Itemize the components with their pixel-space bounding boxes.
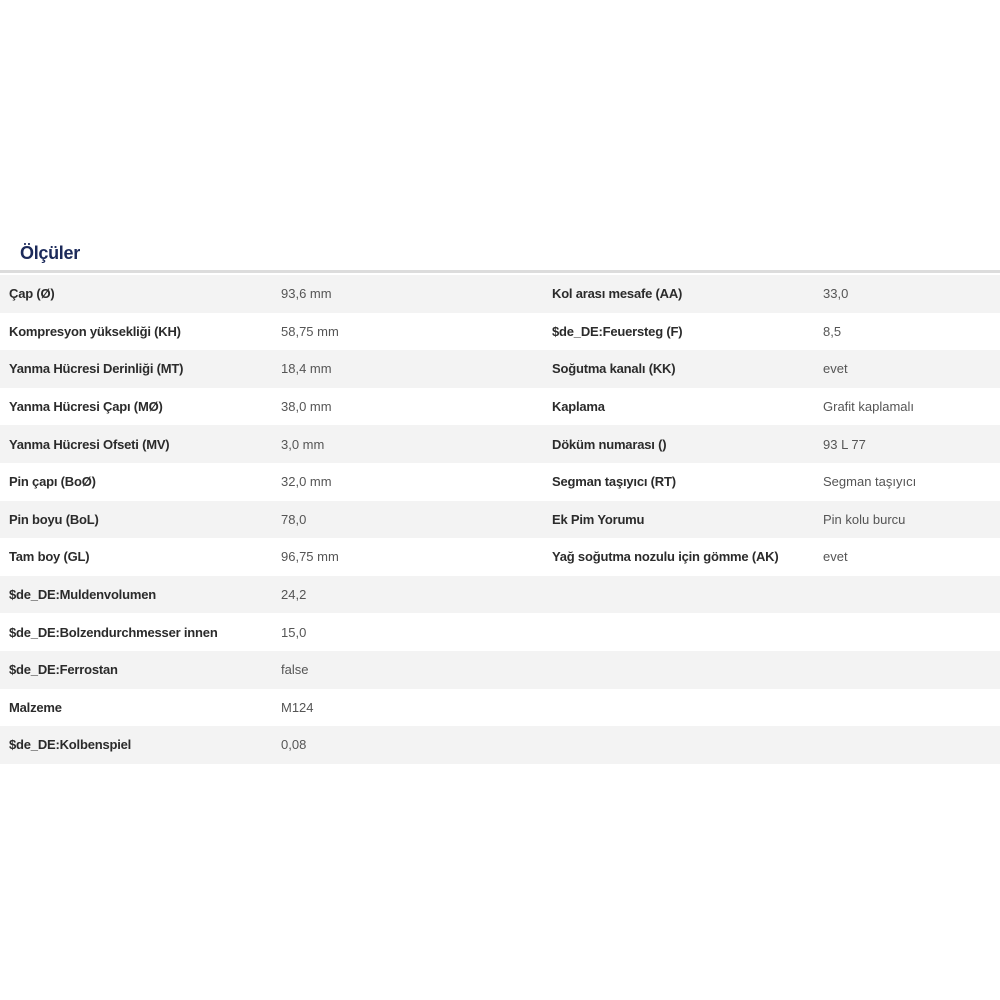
spec-label: $de_DE:Muldenvolumen xyxy=(9,587,156,603)
spec-label: $de_DE:Feuersteg (F) xyxy=(552,323,683,339)
table-row xyxy=(0,501,1000,539)
table-row xyxy=(0,689,1000,727)
spec-label: Pin boyu (BoL) xyxy=(9,511,99,527)
spec-value: Grafit kaplamalı xyxy=(823,399,915,415)
spec-label: Yanma Hücresi Ofseti (MV) xyxy=(9,436,170,452)
spec-value: M124 xyxy=(281,699,314,715)
spec-label: Kompresyon yüksekliği (KH) xyxy=(9,323,181,339)
spec-value: 0,08 xyxy=(281,737,307,753)
spec-value: 24,2 xyxy=(281,587,307,603)
spec-value: 32,0 mm xyxy=(281,474,332,490)
spec-label: Çap (Ø) xyxy=(9,286,55,302)
spec-value: 18,4 mm xyxy=(281,361,332,377)
spec-label: Kaplama xyxy=(552,399,605,415)
table-row xyxy=(0,463,1000,501)
table-row xyxy=(0,425,1000,463)
spec-label: Segman taşıyıcı (RT) xyxy=(552,474,676,490)
table-row xyxy=(0,651,1000,689)
spec-label: $de_DE:Kolbenspiel xyxy=(9,737,132,753)
table-row xyxy=(0,313,1000,351)
spec-value: evet xyxy=(823,549,848,565)
spec-label: Yanma Hücresi Çapı (MØ) xyxy=(9,399,163,415)
spec-value: 38,0 mm xyxy=(281,399,332,415)
section-title: Ölçüler xyxy=(20,243,80,263)
spec-value: evet xyxy=(823,361,848,377)
spec-value: 58,75 mm xyxy=(281,323,339,339)
spec-value: 78,0 xyxy=(281,511,307,527)
spec-label: Kol arası mesafe (AA) xyxy=(552,286,683,302)
spec-label: $de_DE:Bolzendurchmesser innen xyxy=(9,624,218,640)
table-row xyxy=(0,576,1000,614)
spec-label: Tam boy (GL) xyxy=(9,549,90,565)
spec-label: Pin çapı (BoØ) xyxy=(9,474,96,490)
spec-label: Ek Pim Yorumu xyxy=(552,511,645,527)
spec-value: 15,0 xyxy=(281,624,307,640)
spec-label: Yanma Hücresi Derinliği (MT) xyxy=(9,361,184,377)
title-divider xyxy=(0,270,1000,273)
spec-label: Yağ soğutma nozulu için gömme (AK) xyxy=(552,549,779,565)
spec-label: Soğutma kanalı (KK) xyxy=(552,361,676,377)
spec-value: 8,5 xyxy=(823,323,842,339)
spec-value: Pin kolu burcu xyxy=(823,511,906,527)
table-row xyxy=(0,275,1000,313)
spec-table xyxy=(0,275,1000,764)
spec-label: Malzeme xyxy=(9,699,62,715)
table-row xyxy=(0,538,1000,576)
table-row xyxy=(0,613,1000,651)
table-row xyxy=(0,350,1000,388)
spec-value: Segman taşıyıcı xyxy=(823,474,917,490)
spec-value: 93 L 77 xyxy=(823,436,866,452)
spec-value: false xyxy=(281,662,309,678)
spec-label: $de_DE:Ferrostan xyxy=(9,662,118,678)
spec-value: 93,6 mm xyxy=(281,286,332,302)
spec-value: 33,0 xyxy=(823,286,849,302)
spec-value: 96,75 mm xyxy=(281,549,339,565)
spec-label: Döküm numarası () xyxy=(552,436,667,452)
table-row xyxy=(0,726,1000,764)
dimensions-section xyxy=(0,236,1000,764)
spec-value: 3,0 mm xyxy=(281,436,325,452)
table-row xyxy=(0,388,1000,426)
